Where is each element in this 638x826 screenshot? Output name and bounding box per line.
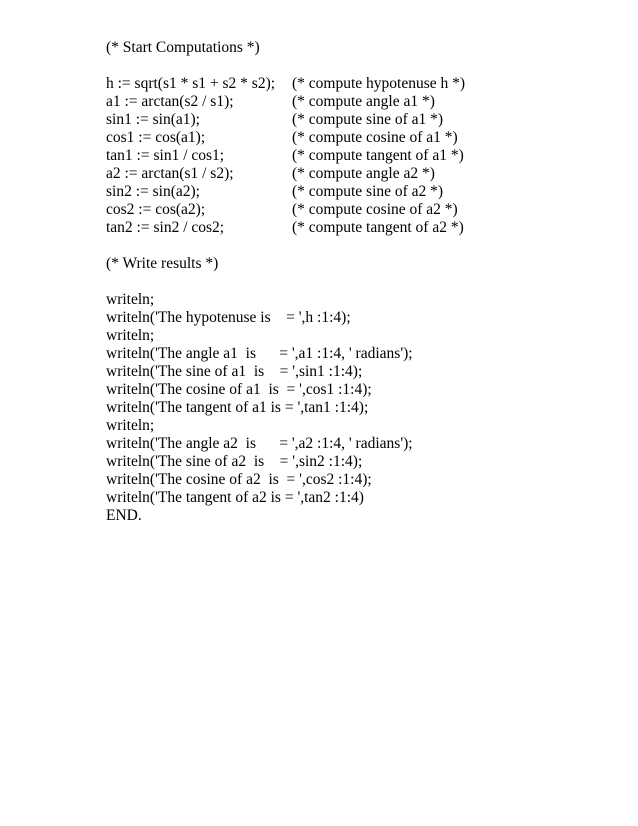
code-statement: tan2 := sin2 / cos2;: [106, 219, 225, 236]
computation-line: [0, 129, 638, 147]
code-comment: (* compute sine of a2 *): [292, 183, 444, 200]
code-comment: (* compute sine of a1 *): [292, 111, 444, 128]
code-comment: (* compute tangent of a2 *): [292, 219, 464, 236]
code-statement: h := sqrt(s1 * s1 + s2 * s2);: [106, 75, 276, 92]
code-statement: a1 := arctan(s2 / s1);: [106, 93, 234, 110]
computation-line: [0, 165, 638, 183]
output-line: writeln('The sine of a2 is = ',sin2 :1:4);: [106, 453, 363, 470]
code-statement: cos2 := cos(a2);: [106, 201, 206, 218]
output-line: writeln('The hypotenuse is = ',h :1:4);: [106, 309, 351, 326]
code-comment: (* compute hypotenuse h *): [292, 75, 466, 92]
output-line: writeln('The cosine of a1 is = ',cos1 :1:4);: [106, 381, 372, 398]
output-line: writeln('The cosine of a2 is = ',cos2 :1:4);: [106, 471, 372, 488]
computation-line: [0, 75, 638, 93]
computation-line: [0, 147, 638, 165]
start-computations-comment: (* Start Computations *): [106, 39, 260, 56]
output-line: writeln('The tangent of a2 is = ',tan2 :1:4): [106, 489, 364, 506]
code-statement: cos1 := cos(a1);: [106, 129, 206, 146]
output-line: writeln;: [106, 417, 155, 434]
end-statement: END.: [106, 507, 142, 524]
code-comment: (* compute tangent of a1 *): [292, 147, 464, 164]
code-comment: (* compute cosine of a1 *): [292, 129, 458, 146]
output-line: writeln;: [106, 291, 155, 308]
code-statement: a2 := arctan(s1 / s2);: [106, 165, 234, 182]
code-statement: sin2 := sin(a2);: [106, 183, 200, 200]
computation-line: [0, 111, 638, 129]
code-comment: (* compute angle a2 *): [292, 165, 435, 182]
code-comment: (* compute angle a1 *): [292, 93, 435, 110]
computation-line: [0, 93, 638, 111]
output-line: writeln('The angle a2 is = ',a2 :1:4, ' radians');: [106, 435, 413, 452]
code-statement: sin1 := sin(a1);: [106, 111, 200, 128]
code-statement: tan1 := sin1 / cos1;: [106, 147, 225, 164]
output-line: writeln('The angle a1 is = ',a1 :1:4, ' radians');: [106, 345, 413, 362]
output-line: writeln('The sine of a1 is = ',sin1 :1:4);: [106, 363, 363, 380]
code-comment: (* compute cosine of a2 *): [292, 201, 458, 218]
write-results-comment: (* Write results *): [106, 255, 219, 272]
output-line: writeln;: [106, 327, 155, 344]
computation-line: [0, 183, 638, 201]
computation-line: [0, 219, 638, 237]
computation-line: [0, 201, 638, 219]
output-line: writeln('The tangent of a1 is = ',tan1 :1:4);: [106, 399, 369, 416]
